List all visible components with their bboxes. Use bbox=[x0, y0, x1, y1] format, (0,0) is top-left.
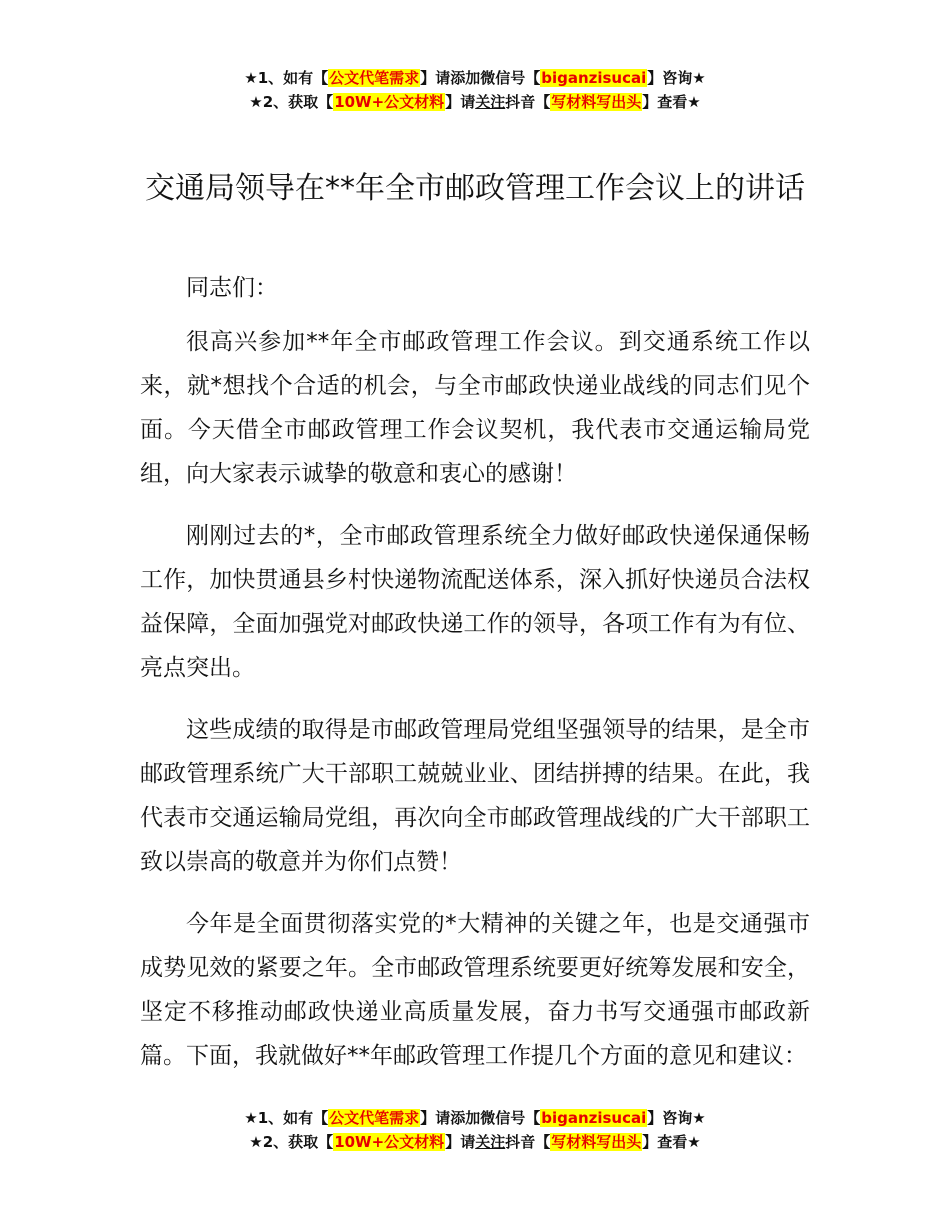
salutation: 同志们： bbox=[186, 275, 278, 301]
banner-highlight-service: 公文代笔需求 bbox=[329, 69, 420, 87]
banner-line-2: ★2、获取【10W+公文材料】请关注抖音【写材料写出头】查看★ bbox=[249, 93, 701, 111]
paragraph-2: 刚刚过去的*，全市邮政管理系统全力做好邮政快递保通保畅工作，加快贯通县乡村快递物流配送体系，深入抓好快递员合法权益保障，全面加强党对邮政快递工作的领导，各项工作有为有位、亮点突出。 bbox=[140, 523, 810, 681]
footer-highlight-materials: 10W+公文材料 bbox=[334, 1133, 445, 1151]
footer-underlined-follow: 关注 bbox=[475, 1133, 506, 1151]
document-title: 交通局领导在**年全市邮政管理工作会议上的讲话 bbox=[145, 171, 805, 206]
paragraph-4: 今年是全面贯彻落实党的*大精神的关键之年，也是交通强市成势见效的紧要之年。全市邮政管理系统要更好统筹发展和安全，坚定不移推动邮政快递业高质量发展，奋力书写交通强市邮政新篇。下面，我就做好**年邮政管理工作提几个方面的意见和建议： bbox=[140, 911, 810, 1069]
paragraph-1: 很高兴参加**年全市邮政管理工作会议。到交通系统工作以来，就*想找个合适的机会，与全市邮政快递业战线的同志们见个面。今天借全市邮政管理工作会议契机，我代表市交通运输局党组，向大家表示诚挚的敬意和衷心的感谢！ bbox=[140, 329, 810, 487]
banner-underlined-follow: 关注 bbox=[475, 93, 506, 111]
banner-highlight-account: 写材料写出头 bbox=[551, 93, 642, 111]
footer-banner-line-2: ★2、获取【10W+公文材料】请关注抖音【写材料写出头】查看★ bbox=[249, 1133, 701, 1151]
footer-highlight-account: 写材料写出头 bbox=[551, 1133, 642, 1151]
paragraph-3: 这些成绩的取得是市邮政管理局党组坚强领导的结果，是全市邮政管理系统广大干部职工兢兢业业、团结拼搏的结果。在此，我代表市交通运输局党组，再次向全市邮政管理战线的广大干部职工致以崇高的敬意并为你们点赞！ bbox=[140, 717, 810, 875]
banner-highlight-wechat-id: biganzisucai bbox=[541, 69, 647, 87]
banner-line-1: ★1、如有【公文代笔需求】请添加微信号【biganzisucai】咨询★ bbox=[244, 69, 706, 87]
footer-highlight-wechat-id: biganzisucai bbox=[541, 1109, 647, 1127]
footer-banner-line-1: ★1、如有【公文代笔需求】请添加微信号【biganzisucai】咨询★ bbox=[244, 1109, 706, 1127]
footer-banner bbox=[0, 1106, 950, 1154]
document-body bbox=[140, 266, 810, 1096]
footer-highlight-service: 公文代笔需求 bbox=[329, 1109, 420, 1127]
banner-highlight-materials: 10W+公文材料 bbox=[334, 93, 445, 111]
header-banner bbox=[0, 66, 950, 114]
